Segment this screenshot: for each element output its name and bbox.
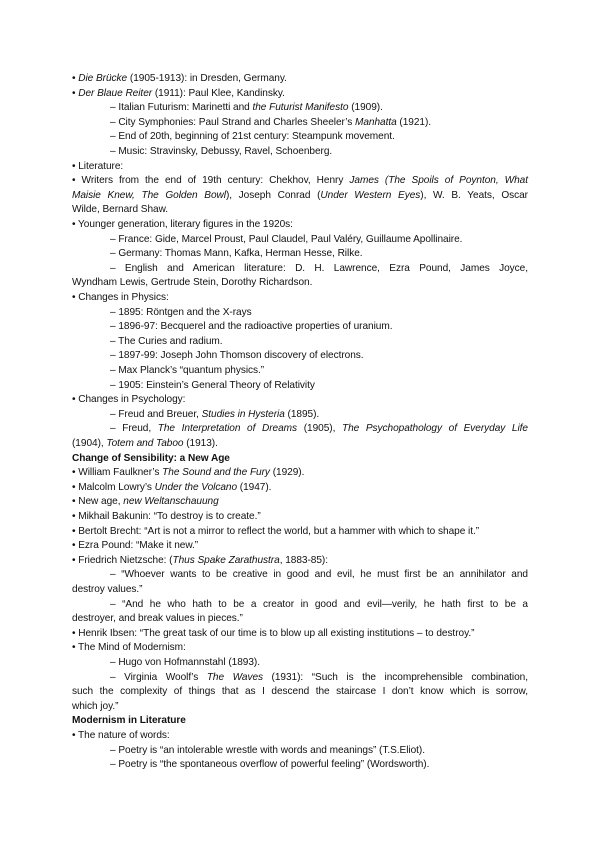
text-run: , 1883-85): <box>279 554 328 566</box>
italic-title: Under Western Eyes <box>320 189 421 201</box>
text-line <box>72 495 528 510</box>
text-run: (1904), <box>72 438 107 449</box>
italic-title: Der Blaue Reiter <box>78 87 153 99</box>
italic-title: The Psychopathology of Everyday Life <box>341 423 528 435</box>
italic-title: Maisie Knew, The Golden Bowl <box>72 189 226 201</box>
text-run: destroy values.” <box>72 584 143 595</box>
text-line <box>72 583 528 598</box>
text-run: – Freud, <box>110 423 158 435</box>
italic-title: The Interpretation of Dreams <box>157 423 298 435</box>
text-run: • <box>72 87 79 99</box>
text-run: – Freud and Breuer, <box>110 408 202 420</box>
text-run: • Bertolt Brecht: “Art is not a mirror to reflect the world, but a hammer with which to shape it.” <box>72 525 480 537</box>
text-line <box>110 101 528 116</box>
text-run: • Younger generation, literary figures in the 1920s: <box>72 219 293 230</box>
text-line <box>110 598 528 613</box>
text-run: such the complexity of things that as I descend the staircase I don’t know which is sorrow, <box>72 686 528 698</box>
italic-title: Studies in Hysteria <box>201 408 285 420</box>
text-run: which joy.” <box>72 700 119 712</box>
text-line <box>110 233 528 248</box>
text-line <box>110 262 528 277</box>
text-line <box>72 612 528 627</box>
italic-title: The Sound and the Fury <box>162 467 270 479</box>
text-line <box>110 422 528 437</box>
italic-title: Totem and Taboo <box>106 438 184 449</box>
text-run: – English and American literature: D. H. Lawrence, Ezra Pound, James Joyce, <box>110 262 528 274</box>
text-run: • Changes in Psychology: <box>72 394 186 406</box>
italic-title: the Futurist Manifesto <box>252 102 349 114</box>
text-run: – 1896-97: Becquerel and the radioactive properties of uranium. <box>110 321 393 333</box>
italic-title: new Weltanschauung <box>123 496 219 508</box>
text-line <box>110 656 528 671</box>
text-line <box>72 72 528 87</box>
text-line <box>72 466 528 481</box>
text-line <box>72 276 528 291</box>
text-run: – Max Planck’s “quantum physics.” <box>110 365 265 376</box>
text-line <box>72 685 528 700</box>
text-line <box>72 189 528 204</box>
text-line <box>72 641 528 656</box>
text-line <box>110 364 528 379</box>
italic-title: The Waves <box>206 671 264 683</box>
text-line <box>72 539 528 554</box>
italic-title: Die Brücke <box>78 73 128 84</box>
text-line <box>110 320 528 335</box>
text-run: – “Whoever wants to be creative in good and evil, he must first be an annihilator and <box>110 569 528 581</box>
text-run: • Ezra Pound: “Make it new.” <box>72 540 199 552</box>
text-line <box>72 481 528 496</box>
text-line <box>110 379 528 394</box>
text-line <box>72 87 528 102</box>
text-run: – The Curies and radium. <box>110 335 223 347</box>
text-run: • Henrik Ibsen: “The great task of our time is to blow up all existing institutions – to destroy.” <box>72 627 475 639</box>
text-run: (1913). <box>183 438 218 449</box>
text-line <box>110 116 528 131</box>
text-run: – Poetry is “the spontaneous overflow of powerful feeling” (Wordsworth). <box>110 759 430 771</box>
text-run: • Writers from the end of 19th century: Chekhov, Henry <box>72 175 350 187</box>
text-run: • The Mind of Modernism: <box>72 642 186 654</box>
italic-title: James (The Spoils of Poynton, What <box>349 175 528 187</box>
text-line <box>110 408 528 423</box>
text-run: Wilde, Bernard Shaw. <box>72 204 169 216</box>
text-line <box>72 160 528 175</box>
text-run: ), W. B. Yeats, Oscar <box>420 189 528 201</box>
text-line <box>110 568 528 583</box>
text-line <box>72 393 528 408</box>
text-line <box>72 174 528 189</box>
text-line <box>72 510 528 525</box>
text-run: – Virginia Woolf’s <box>110 671 207 683</box>
text-line <box>72 218 528 233</box>
text-line <box>110 671 528 686</box>
text-run: (1947). <box>237 481 272 493</box>
text-line <box>110 335 528 350</box>
italic-title: Thus Spake Zarathustra <box>172 554 280 566</box>
text-line <box>110 130 528 145</box>
text-run: – “And he who hath to be a creator in good and evil—verily, he hath first to be a <box>110 598 528 610</box>
italic-title: Under the Volcano <box>154 481 238 493</box>
text-line <box>72 554 528 569</box>
text-run: • Malcolm Lowry’s <box>72 481 155 493</box>
text-run: – Poetry is “an intolerable wrestle with words and meanings” (T.S.Eliot). <box>110 744 425 756</box>
text-run: destroyer, and break values in pieces.” <box>72 613 243 625</box>
text-run: – City Symphonies: Paul Strand and Charles Sheeler’s <box>110 116 355 128</box>
text-run: (1911): Paul Klee, Kandinsky. <box>152 87 285 99</box>
text-run: (1931): “Such is the incomprehensible combination, <box>263 671 528 683</box>
text-run: – Music: Stravinsky, Debussy, Ravel, Schoenberg. <box>110 146 333 157</box>
text-run: – Germany: Thomas Mann, Kafka, Herman Hesse, Rilke. <box>110 248 363 260</box>
text-run: Change of Sensibility: a New Age <box>72 452 230 464</box>
text-line <box>72 700 528 715</box>
text-run: • Changes in Physics: <box>72 292 169 303</box>
text-run: – End of 20th, beginning of 21st century: Steampunk movement. <box>110 131 395 143</box>
text-run: (1929). <box>269 467 305 479</box>
text-run: (1905-1913): in Dresden, Germany. <box>127 73 287 84</box>
text-line <box>72 627 528 642</box>
text-line <box>110 744 528 759</box>
text-run: (1895). <box>284 408 320 420</box>
text-run: Wyndham Lewis, Gertrude Stein, Dorothy Richardson. <box>72 277 313 289</box>
section-heading <box>72 452 528 467</box>
text-run: • Friedrich Nietzsche: ( <box>72 554 173 566</box>
text-run: Modernism in Literature <box>72 715 186 727</box>
text-line <box>72 729 528 744</box>
text-line <box>110 758 528 773</box>
text-line <box>110 145 528 160</box>
text-run: • The nature of words: <box>72 730 170 741</box>
text-run: – Italian Futurism: Marinetti and <box>110 102 253 114</box>
text-run: (1905), <box>297 423 342 435</box>
text-run: – Hugo von Hofmannstahl (1893). <box>110 657 260 668</box>
text-run: • Literature: <box>72 160 124 172</box>
text-line <box>110 306 528 321</box>
section-heading <box>72 714 528 729</box>
text-line <box>72 203 528 218</box>
text-run: • New age, <box>72 496 124 508</box>
text-run: • William Faulkner’s <box>72 467 163 479</box>
text-line <box>72 437 528 452</box>
text-run: – 1905: Einstein’s General Theory of Relativity <box>110 379 315 391</box>
text-run: – 1895: Röntgen and the X-rays <box>110 306 252 318</box>
text-line <box>110 349 528 364</box>
text-line <box>72 525 528 540</box>
text-run: (1909). <box>348 102 383 114</box>
text-run: ), Joseph Conrad ( <box>225 189 321 201</box>
text-run: (1921). <box>396 116 432 128</box>
text-run: – France: Gide, Marcel Proust, Paul Claudel, Paul Valéry, Guillaume Apollinaire. <box>110 233 463 245</box>
italic-title: Manhatta <box>354 116 397 128</box>
text-run: – 1897-99: Joseph John Thomson discovery of electrons. <box>110 350 364 362</box>
text-run: • <box>72 73 79 84</box>
text-run: • Mikhail Bakunin: “To destroy is to create.” <box>72 511 261 522</box>
text-line <box>72 291 528 306</box>
text-line <box>110 247 528 262</box>
